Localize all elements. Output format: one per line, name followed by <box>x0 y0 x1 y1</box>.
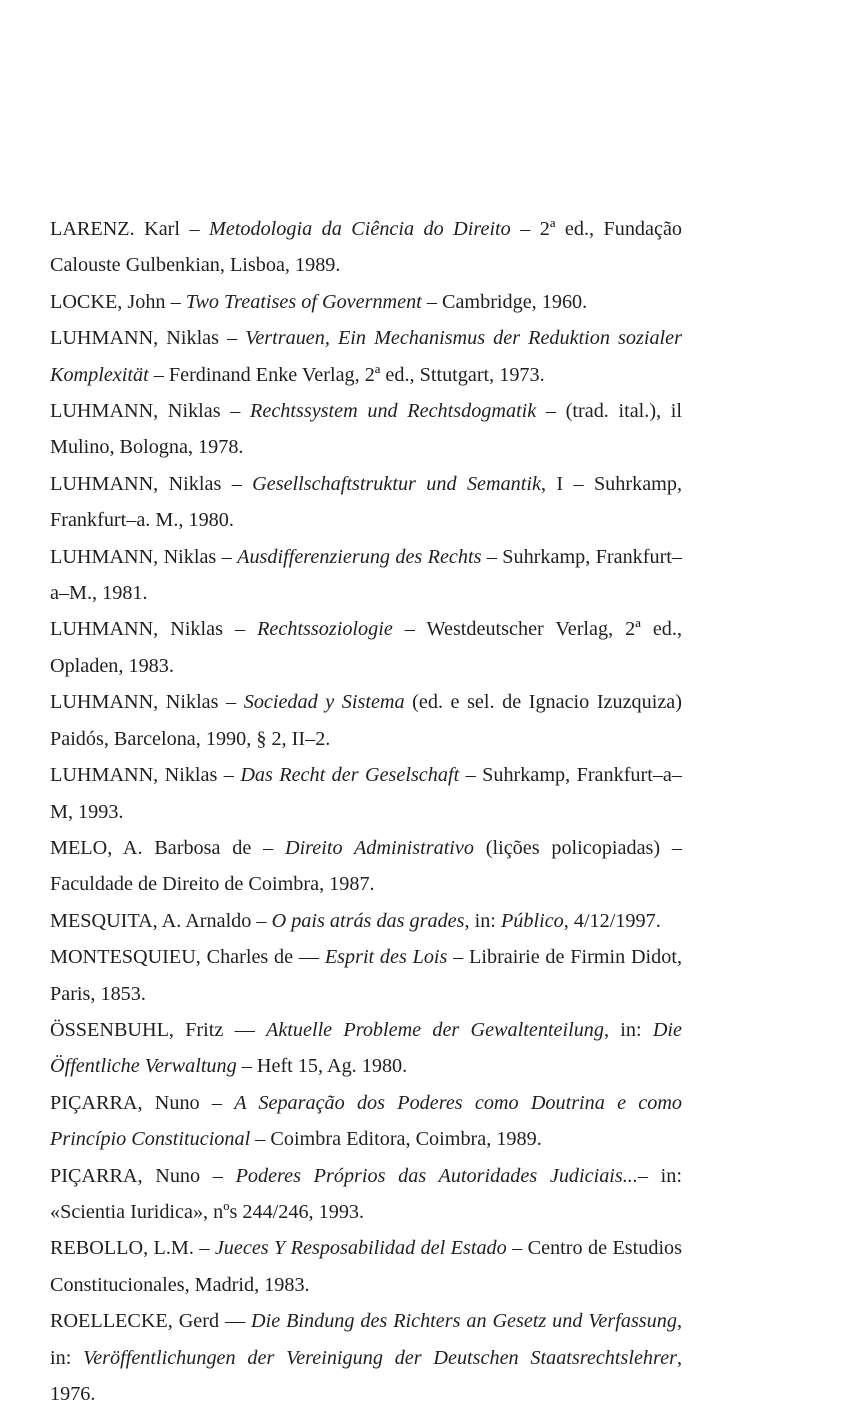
entry-author: MELO, A. Barbosa de <box>50 836 252 859</box>
entry-details: – Westdeutscher Verlag, 2ª ed., Opladen, 1983. <box>50 618 682 677</box>
entry-title: Das Recht der Geselschaft <box>240 764 460 787</box>
entry-title: Jueces Y Resposabilidad del Estado <box>214 1237 507 1260</box>
bibliography-entry <box>50 611 682 684</box>
bibliography-entry <box>50 320 682 393</box>
bibliography-entry <box>50 903 682 939</box>
entry-details: , I – Suhrkamp, Frankfurt–a. M., 1980. <box>50 472 682 532</box>
entry-separator: – <box>199 1091 235 1114</box>
entry-journal: Veröffentlichungen der Vereinigung der Deutschen Staatsrechtslehrer <box>83 1346 677 1369</box>
entry-title: Direito Administrativo <box>284 836 474 859</box>
entry-separator: — <box>293 946 325 969</box>
entry-separator: – <box>165 290 186 313</box>
bibliography-entry <box>50 1158 682 1231</box>
entry-separator: – <box>221 472 253 495</box>
bibliography-entry <box>50 830 682 903</box>
bibliography-list <box>50 211 682 1412</box>
entry-separator: – <box>193 1237 215 1260</box>
entry-title: Esprit des Lois <box>324 946 448 969</box>
entry-title: Vertrauen, Ein Mechanismus der Reduktion sozialer Komplexität <box>50 327 682 386</box>
entry-details: (ed. e sel. de Ignacio Izuzquiza) Paidós, Barcelona, 1990, § 2, II–2. <box>50 691 682 750</box>
entry-author: ROELLECKE, Gerd <box>50 1310 220 1333</box>
entry-details: – (trad. ital.), il Mulino, Bologna, 1978. <box>50 400 682 459</box>
entry-separator: – <box>251 836 285 859</box>
entry-details: – Centro de Estudios Constitucionales, Madrid, 1983. <box>50 1237 683 1296</box>
entry-separator: – <box>222 618 258 641</box>
entry-author: MESQUITA, A. Arnaldo <box>50 909 252 932</box>
entry-author: PIÇARRA, Nuno <box>50 1091 200 1114</box>
entry-author: LUHMANN, Niklas <box>50 545 217 568</box>
entry-details: – Suhrkamp, Frankfurt–a–M, 1993. <box>50 764 682 823</box>
entry-title: O pais atrás das grades <box>271 909 465 932</box>
entry-details-2: , 1976. <box>50 1346 682 1405</box>
entry-title: Rechtssoziologie <box>257 618 393 641</box>
entry-title: Aktuelle Probleme der Gewaltenteilung <box>266 1018 604 1041</box>
entry-author: LUHMANN, Niklas <box>50 472 222 495</box>
entry-title: Poderes Próprios das Autoridades Judiciais... <box>235 1164 638 1187</box>
entry-title: Ausdifferenzierung des Rechts <box>237 545 482 568</box>
entry-details: – Cambridge, 1960. <box>421 290 588 313</box>
bibliography-entry <box>50 1303 682 1412</box>
bibliography-entry <box>50 284 682 320</box>
bibliography-page <box>50 211 682 1412</box>
entry-journal: Die Öffentliche Verwaltung <box>50 1018 682 1078</box>
entry-separator: – <box>180 218 210 240</box>
bibliography-entry <box>50 1012 682 1085</box>
entry-separator: – <box>251 909 272 932</box>
entry-author: MONTESQUIEU, Charles de <box>50 946 294 969</box>
entry-author: REBOLLO, L.M. <box>50 1237 194 1260</box>
entry-separator: – <box>219 327 246 350</box>
bibliography-entry <box>50 1230 682 1303</box>
entry-author: LUHMANN, Niklas <box>50 764 218 787</box>
bibliography-entry <box>50 393 682 466</box>
entry-journal: Público <box>500 909 564 932</box>
bibliography-entry <box>50 939 682 1012</box>
entry-author: LUHMANN, Niklas <box>50 327 219 350</box>
entry-author: LOCKE, John <box>50 290 166 313</box>
entry-author: LUHMANN, Niklas <box>50 618 223 641</box>
entry-author: LUHMANN, Niklas <box>50 691 219 714</box>
entry-details: – Coimbra Editora, Coimbra, 1989. <box>250 1128 542 1151</box>
entry-title: Two Treatises of Government <box>185 290 422 313</box>
entry-title: Rechtssystem und Rechtsdogmatik <box>250 400 537 423</box>
entry-details: – Librairie de Firmin Didot, Paris, 1853. <box>50 946 682 1005</box>
entry-author: ÖSSENBUHL, Fritz <box>50 1018 224 1041</box>
entry-separator: — <box>219 1310 252 1333</box>
entry-details: , in: <box>603 1018 653 1041</box>
entry-title: Metodologia da Ciência do Direito <box>209 218 511 240</box>
entry-separator: – <box>218 691 244 714</box>
bibliography-entry <box>50 539 682 612</box>
entry-details-2: , 4/12/1997. <box>563 909 661 932</box>
entry-separator: – <box>220 400 251 423</box>
entry-details: – Ferdinand Enke Verlag, 2ª ed., Sttutgart, 1973. <box>148 363 545 386</box>
entry-author: LUHMANN, Niklas <box>50 400 221 423</box>
entry-details: – Suhrkamp, Frankfurt–a–M., 1981. <box>50 545 683 605</box>
entry-details: , in: <box>50 1310 682 1369</box>
bibliography-entry <box>50 757 682 830</box>
bibliography-entry <box>50 211 682 284</box>
entry-details: – in: «Scientia Iuridica», nºs 244/246, 1993. <box>50 1164 682 1223</box>
bibliography-entry <box>50 684 682 757</box>
entry-separator: – <box>217 764 241 787</box>
entry-title: Sociedad y Sistema <box>243 691 405 714</box>
bibliography-entry <box>50 466 682 539</box>
entry-details-2: – Heft 15, Ag. 1980. <box>236 1055 408 1078</box>
entry-author: PIÇARRA, Nuno <box>50 1164 201 1187</box>
entry-title: Die Bindung des Richters an Gesetz und Verfassung <box>251 1310 677 1333</box>
entry-author: LARENZ. Karl <box>50 218 180 240</box>
entry-details: – 2ª ed., Fundação Calouste Gulbenkian, Lisboa, 1989. <box>50 218 682 277</box>
entry-details: , in: <box>464 909 501 932</box>
entry-title: A Separação dos Poderes como Doutrina e como Princípio Constitucional <box>50 1091 682 1151</box>
entry-details: (lições policopiadas) – Faculdade de Direito de Coimbra, 1987. <box>50 836 682 896</box>
entry-title: Gesellschaftstruktur und Semantik <box>252 472 541 495</box>
bibliography-entry <box>50 1085 682 1158</box>
entry-separator: – <box>200 1164 236 1187</box>
entry-separator: — <box>223 1018 267 1041</box>
entry-separator: – <box>216 545 238 568</box>
